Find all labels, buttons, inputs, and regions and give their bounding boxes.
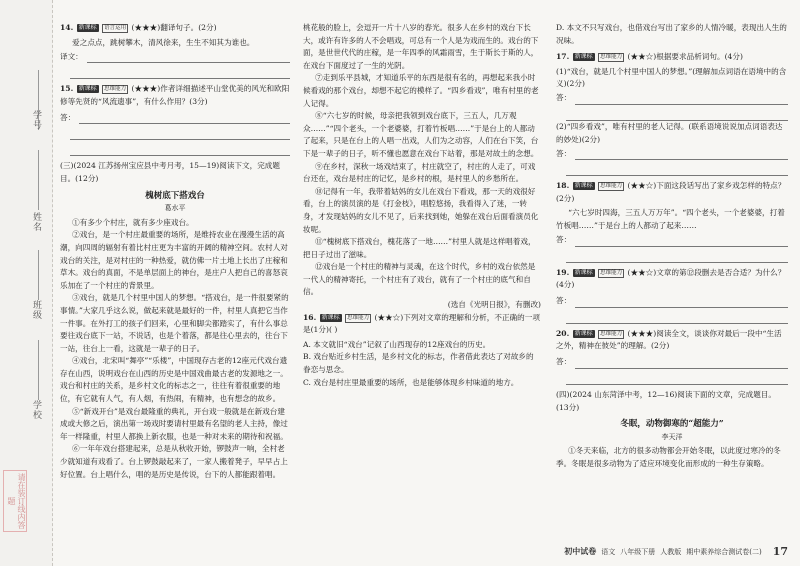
article-paragraph: ①冬天来临，北方的很多动物都会开始冬眠，以此度过寒冷的冬季。冬眠是很多动物为了适应环境变化而形成的一种生存策略。 — [556, 446, 781, 468]
article-paragraph: ⑤“新戏开台”是戏台最隆重的典礼，开台戏一般就是在新戏台建成或大修之后，演出第一场戏时要请村里最有名望的老人主持，像过年一样隆重，村里人都换上新衣服，也是一种对未来的期待和祝福。 — [60, 406, 288, 441]
answer-label: 答： — [556, 148, 572, 158]
footer-subject: 语文 — [601, 547, 616, 556]
label-name: 姓名 — [31, 212, 41, 232]
article-paragraph: ②戏台，是一个村庄最重要的场所，是维持农业在漫漫生活的高潮，向四周的辐射有着比村庄更为丰富的开阔的精神空间。农村人对戏台的关注，是对村庄的一种热爱，就仿佛一片土地上长出了庄稼和草木。戏台的真面，不是单层面上的神台，是庄户人把自己的喜怒哀乐加在了一个村庄的背景里。 — [60, 230, 288, 290]
sub-question: (2)“四乡看戏”，唯有村里的老人记得。(联系语境说说加点词语表达的妙处)(2分) — [556, 121, 783, 144]
article-title: 冬眠，动物御寒的“超能力” — [620, 419, 724, 430]
question-text: (★★★)作者详细描述平山堂优美的风光和欧阳修等先贤的“风流遗事”，有什么作用？(3分) — [60, 84, 290, 106]
binding-rule — [38, 150, 39, 210]
question-type: 思维能力 — [600, 269, 623, 276]
answer-label: 答： — [556, 296, 572, 306]
question-tag: 新课标 — [574, 53, 593, 61]
label-student-id: 学号 — [31, 110, 41, 130]
question-number: 15. — [60, 84, 74, 94]
answer-label: 答： — [556, 93, 572, 103]
article-paragraph: ⑦走到乐平县城，才知道乐平的东西是很有名的，再想起来我小时候看戏的那个戏台，却想不起它的模样了。“四乡看戏”，唯有村里的老人记得。 — [303, 73, 539, 108]
question-text: (★★☆)根据要求品析词句。(4分) — [627, 52, 743, 62]
page-footer — [564, 545, 788, 558]
question-16 — [303, 312, 541, 337]
question-text: (★★☆)文章的第⑫段删去是否合适？为什么？(4分) — [556, 267, 786, 290]
answer-line[interactable] — [566, 108, 788, 121]
answer-line[interactable] — [60, 49, 290, 63]
answer-line[interactable] — [556, 294, 788, 308]
article-paragraph: ①有多少个村庄，就有多少座戏台。 — [72, 217, 194, 227]
question-number: 18. — [556, 181, 570, 191]
answer-line[interactable] — [60, 110, 290, 124]
question-14 — [60, 22, 290, 35]
column-3 — [556, 22, 788, 470]
question-type: 思维能力 — [600, 330, 623, 337]
column-2 — [303, 22, 541, 389]
article-paragraph: ⑪“槐树底下搭戏台，槐花落了一地……”村里人就是这样唱着戏，把日子过出了滋味。 — [303, 237, 536, 259]
article-paragraph: 桃花般的脸上，会逗开一片十八岁的春光。很多人在乡村的戏台下长大，或许有许多的人不会唱戏，可总有一个人是为戏而生的。戏台的下面，是世世代代的庄稼，是一年四季的风霜雨雪，生于斯长于斯的人，在戏台下面度过了一生的光阴。 — [303, 23, 539, 70]
option-c[interactable]: C. 戏台是村庄里最重要的场所，也是能够体现乡村味道的地方。 — [303, 377, 519, 387]
footer-brand: 初中试卷 — [564, 546, 597, 556]
binding-rule — [38, 250, 39, 300]
answer-line[interactable] — [70, 127, 290, 140]
question-tag: 新课标 — [321, 313, 340, 321]
question-type: 思维能力 — [347, 314, 370, 321]
article-paragraph: ④戏台，北宋叫“舞亭”“乐楼”，中国现存古老的12座元代戏台遗存在山西，说明戏台在山西的历史是中国戏曲最古老的发源地之一。戏台和村庄的关系，是乡村文化的标志之一，往往有着很重要的地位，有它就有人气，有人烟，有热闹，有精神，也有想念的故乡。 — [60, 356, 288, 404]
question-type: 语言运用 — [104, 25, 127, 31]
answer-line[interactable] — [566, 250, 788, 263]
question-tag: 新课标 — [574, 182, 593, 190]
article-author: 李天洋 — [661, 432, 683, 441]
page-number: 17 — [772, 545, 788, 558]
question-number: 20. — [556, 328, 570, 338]
question-19 — [556, 267, 788, 292]
article-paragraph: ⑨在乡村，深秋一场戏结束了，村庄就空了，村庄的人走了，可戏台还在，戏台是村庄的记忆，是乡村的根，是村里人的乡愁所在。 — [303, 161, 536, 184]
label-class: 班级 — [31, 300, 41, 320]
section-heading: (四)(2024 山东菏泽中考，12—16)阅读下面的文章，完成题目。(13分) — [556, 389, 776, 412]
question-text: (★★★)翻译句子。(2分) — [131, 23, 217, 32]
article-paragraph: ⑧“六七岁的时候，母亲把我领到戏台底下，三五人，几万观众……”“四个老头，一个老婆婆，打着竹板唱……”于是台上的人都动了起来，只是在台上的人唱一出戏，人们为之动容，人们在台下笑，台下是一辈子的日子，听不懂也愿意在戏台下站着，那是对故土的念想。 — [303, 111, 539, 158]
question-text: (★★★)阅读全文，谈谈你对最后一段中“生活之外，精神在彼处”的理解。(2分) — [556, 328, 782, 351]
answer-line[interactable] — [556, 355, 788, 369]
binding-margin — [0, 0, 53, 566]
answer-line[interactable] — [70, 66, 290, 79]
quote-passage: “六七岁时四海，三五人万万年”。“四个老头，一个老婆婆，打着竹板唱……”于是台上的人都动了起来…… — [556, 208, 785, 230]
option-b[interactable]: B. 戏台贴近乡村生活，是乡村文化的标志，作者借此表达了对故乡的眷恋与思念。 — [303, 352, 534, 375]
question-tag: 新课标 — [78, 85, 97, 93]
answer-label: 答： — [556, 357, 572, 367]
question-20 — [556, 328, 788, 353]
option-a[interactable]: A. 本文就旧“戏台”记叙了山西现存的12座戏台的历史。 — [303, 339, 491, 349]
question-text: (★★☆)下列对文章的理解和分析，不正确的一项是(1分)( ) — [303, 312, 540, 335]
answer-line[interactable] — [556, 91, 788, 105]
answer-line[interactable] — [566, 311, 788, 324]
question-number: 14. — [60, 23, 74, 32]
question-tag: 新课标 — [574, 329, 593, 337]
question-tag: 新课标 — [574, 268, 593, 276]
article-title: 槐树底下搭戏台 — [145, 190, 205, 201]
footer-test: 期中素养综合测试卷(二) — [686, 547, 762, 556]
question-text: (★★☆)下面这段话写出了家乡戏怎样的特点？(2分) — [556, 181, 786, 203]
question-17 — [556, 51, 788, 64]
article-author: 葛水平 — [164, 204, 186, 213]
question-type: 思维能力 — [104, 86, 127, 93]
label-school: 学校 — [31, 400, 41, 420]
question-tag: 新课标 — [78, 24, 97, 31]
answer-line[interactable] — [556, 146, 788, 160]
question-18 — [556, 180, 788, 205]
section-heading: (三)(2024 江苏扬州宝应县中考月考，15—19)阅读下文，完成题目。(12分) — [60, 161, 280, 183]
question-type: 思维能力 — [600, 183, 623, 190]
answer-line[interactable] — [556, 233, 788, 247]
answer-label: 译文： — [60, 51, 83, 61]
answer-line[interactable] — [566, 372, 788, 385]
answer-label: 答： — [556, 234, 572, 244]
footer-grade: 八年级下册 — [620, 547, 656, 556]
question-number: 19. — [556, 267, 570, 277]
article-paragraph: ⑥一年年戏台搭建起来，总是从秋收开始，锣鼓声一响，全村老少就知道有戏看了。台上锣鼓敲起来了，一家人搬着凳子，早早占上好位置。台上唱什么，唱的是历史是传说，台下的人都能跟着唱。 — [60, 444, 288, 479]
answer-line[interactable] — [70, 143, 290, 156]
question-type: 思维能力 — [600, 54, 623, 61]
article-paragraph: ⑩记得有一年，我带着姑妈的女儿在戏台下看戏，那一天的戏很好看，台上的演员演的是《打金枝》，唱腔悠扬，我看得入了迷，一转身，才发现姑妈的女儿不见了，后来找到她，她躲在戏台后面看演员化妆呢。 — [303, 186, 539, 234]
question-number: 16. — [303, 312, 317, 322]
option-d[interactable]: D. 本文不只写戏台，也借戏台写出了家乡的人情冷暖，表现出人生的况味。 — [556, 23, 787, 45]
binding-rule — [38, 340, 39, 400]
footer-edition: 人教版 — [660, 547, 682, 556]
question-15 — [60, 83, 290, 108]
article-paragraph: ③戏台，就是几个村里中国人的梦想。“搭戏台，是一件很要紧的事情。”大家几乎这么说，做起来就是最好的一件，村里人真把它当作一件事。在外打工的孩子们回来，心里和脚尖都踏实了，有什么事总要往戏台底下一站，不说话，也是个着落，都是往心里去的，往台下一站，往台上一看，这就是一辈子的日子。 — [60, 293, 289, 353]
column-1 — [60, 22, 290, 481]
sub-question: (1)“戏台，就是几个村里中国人的梦想。”(理解加点词语在语境中的含义)(2分) — [556, 66, 787, 89]
article-paragraph: ⑫戏台是一个村庄的精神与灵魂，在这个时代，乡村的戏台依然是一代人的精神寄托，一个村庄有了戏台，就有了一个村庄的底气和自信。 — [303, 262, 536, 297]
article-source: (选自《光明日报》，有删改) — [447, 300, 541, 310]
answer-line[interactable] — [566, 163, 788, 176]
classical-quote: 爱之点点，跳树攀木，清风徐来，生生不知其为谁也。 — [72, 37, 255, 47]
binding-stamp: 请在装订线内答题 — [3, 470, 27, 532]
question-number: 17. — [556, 52, 570, 62]
answer-label: 答： — [60, 112, 76, 122]
